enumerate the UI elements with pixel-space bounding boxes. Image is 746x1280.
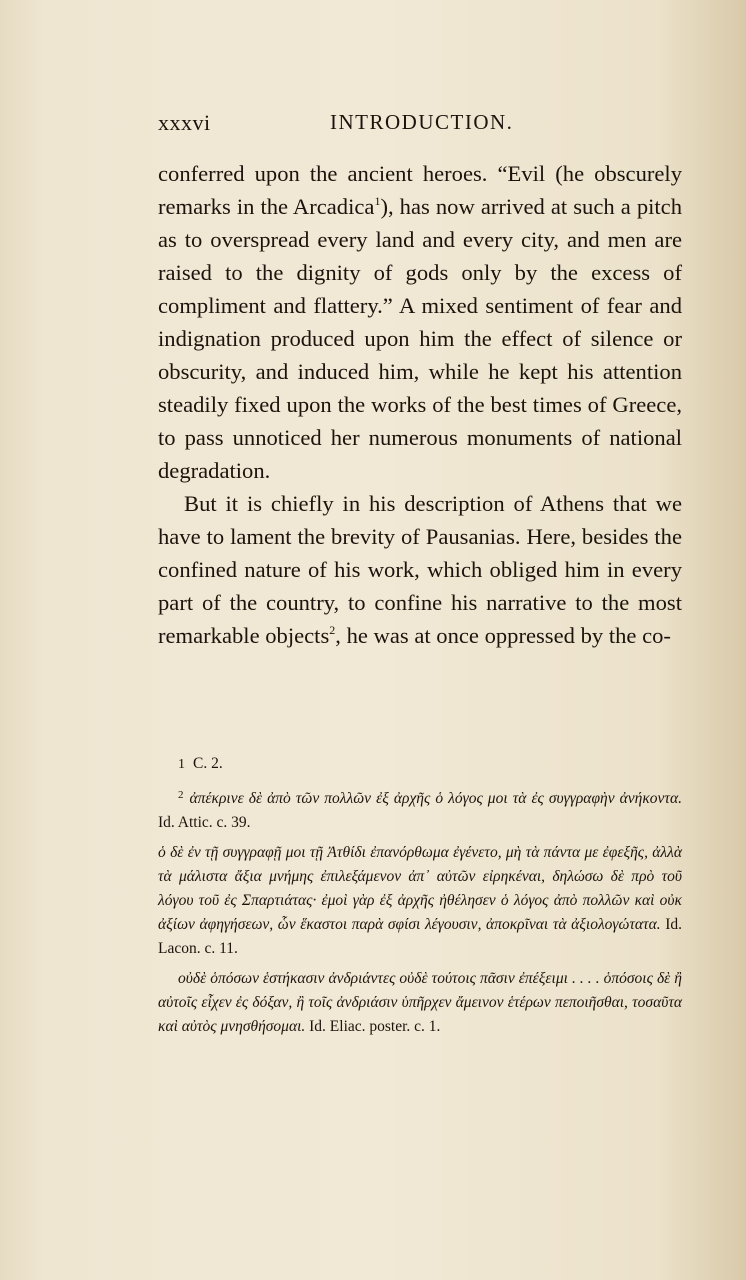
paragraph-2 [158, 487, 682, 652]
body-text [158, 157, 682, 652]
footnote-1-text: C. 2. [193, 755, 223, 772]
footnote-2-reference: Id. Attic. c. 39. [158, 814, 251, 831]
paragraph-2-text-a: But it is chiefly in his description of Athens that we have to lament the brevity of Pausanias. Here, besides the confined nature of his work, which obliged him in every part of the country, to confine his narrative to the most remarkable objects [158, 491, 682, 648]
footnote-2 [158, 783, 682, 835]
footnote-4-greek: οὐδὲ ὁπόσων ἑστήκασιν ἀνδριάντες οὐδὲ τούτοις πᾶσιν ἐπέξειμι . . . . ὁπόσοις δὲ ἢ αὐτοῖς εἶχεν ἐς δόξαν, ἢ τοῖς ἀνδριάσιν ὑπῆρχεν ἄμεινον ἑτέρων πεποιῆσθαι, τοσαῦτα καὶ αὐτὸς μνησθήσομαι. [158, 970, 682, 1035]
footnotes [158, 752, 682, 1039]
footnote-3 [158, 841, 682, 961]
footnote-ref-2: 2 [329, 623, 336, 637]
footnote-4 [158, 967, 682, 1039]
footnote-ref-1: 1 [374, 194, 381, 208]
footnote-3-greek: ὁ δὲ ἐν τῇ συγγραφῇ μοι τῇ Ἀτθίδι ἐπανόρθωμα ἐγένετο, μὴ τὰ πάντα με ἐφεξῆς, ἀλλὰ τὰ μάλιστα ἄξια μνήμης ἐπιλεξάμενον ἀπ᾽ αὐτῶν εἰρηκέναι, δηλώσω δὲ πρὸ τοῦ λόγου τοῦ ἐς Σπαρτιάτας· ἐμοὶ γὰρ ἐξ ἀρχῆς ἠθέλησεν ὁ λόγος ἀπὸ πολλῶν καὶ οὐκ ἀξίων ἀφηγήσεων, ὧν ἕκαστοι παρὰ σφίσι λέγουσιν, ἀποκρῖναι τὰ ἀξιολογώτατα. [158, 844, 682, 933]
paragraph-1-text-b: ), has now arrived at such a pitch as to overspread every land and every city, and men are raised to the dignity of gods only by the excess of compliment and flattery.” A mixed sentiment of fear and indignation produced upon him the effect of silence or obscurity, and induced him, while he kept his attention steadily fixed upon the works of the best times of Greece, to pass unnoticed her numerous monuments of national degradation. [158, 194, 683, 483]
paragraph-1 [158, 157, 682, 487]
paragraph-1-text-a: conferred upon the ancient heroes. “Evil (he obscurely remarks in the Arcadica [158, 161, 682, 219]
page-header [158, 110, 682, 140]
footnote-3-reference: Id. Lacon. c. 11. [158, 916, 683, 957]
running-head: INTRODUCTION. [330, 110, 514, 134]
footnote-1 [158, 752, 682, 777]
footnote-1-number: 1 [178, 757, 185, 772]
footnote-4-reference: Id. Eliac. poster. c. 1. [309, 1018, 441, 1035]
footnote-2-number: 2 [178, 789, 184, 801]
paragraph-2-text-b: , he was at once oppressed by the co- [335, 623, 671, 648]
page-number: xxxvi [158, 110, 211, 135]
footnote-2-greek: ἀπέκρινε δὲ ἀπὸ τῶν πολλῶν ἐξ ἀρχῆς ὁ λόγος μοι τὰ ἐς συγγραφὴν ἀνήκοντα. [189, 790, 682, 807]
